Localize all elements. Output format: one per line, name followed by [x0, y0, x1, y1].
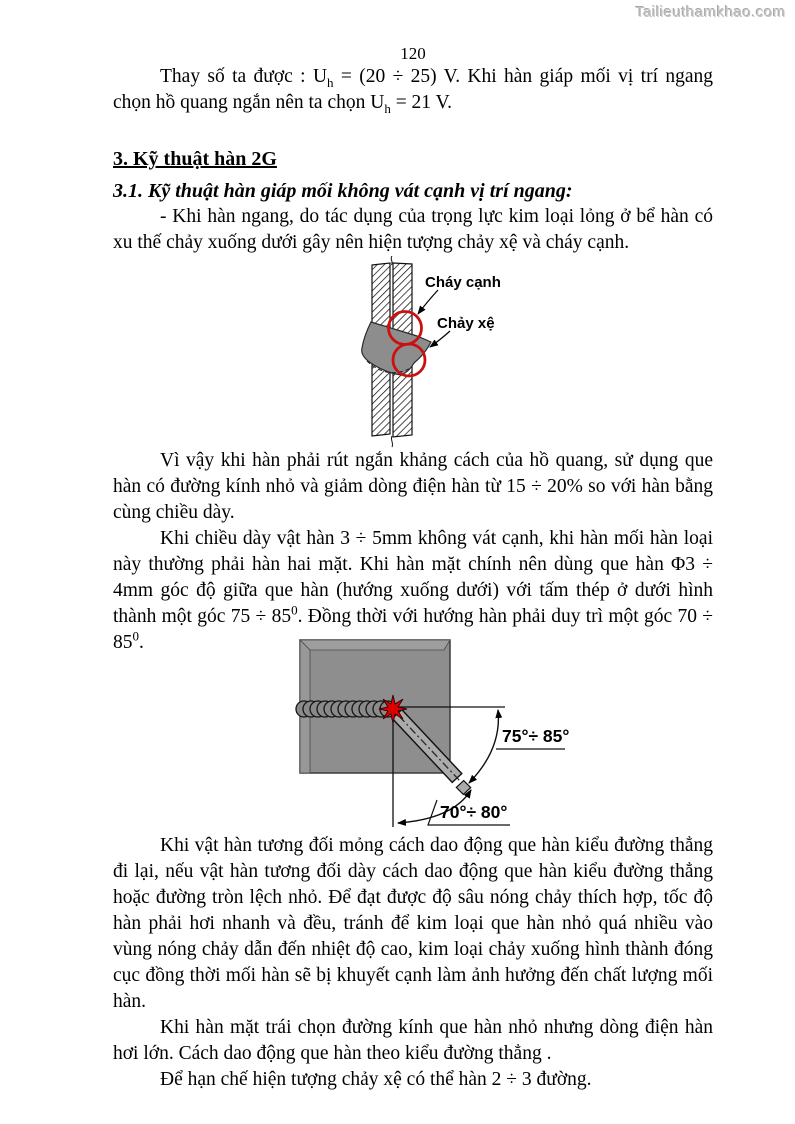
kcd-seg2: . Đồng thời với hướng hàn phải duy trì một góc 70 ÷ 85	[113, 606, 714, 653]
intro-seg3: = 21 V.	[390, 92, 453, 113]
arrow-to-undercut	[418, 290, 438, 314]
page-content	[113, 0, 713, 1093]
figure-weld-defects	[357, 256, 507, 448]
label-chay-xe: Chảy xệ	[437, 315, 495, 332]
electrode-tip-break	[456, 781, 470, 795]
label-angle-travel: 70°÷ 80°	[440, 802, 508, 822]
intro-seg1: Thay số ta được : U	[160, 66, 328, 87]
subsection-heading: 3.1. Kỹ thuật hàn giáp mối không vát cạnh vị trí ngang:	[113, 180, 573, 202]
kcd-sup2: 0	[132, 628, 139, 644]
section-heading	[113, 146, 713, 172]
paragraph-de-han-che: Để hạn chế hiện tượng chảy xệ có thể hàn 2 ÷ 3 đường.	[160, 1069, 592, 1090]
label-angle-electrode: 75°÷ 85°	[502, 726, 570, 746]
paragraph-khi-vat-han: Khi vật hàn tương đối mỏng cách dao động que hàn kiểu đường thẳng đi lại, nếu vật hàn tương đối dày cách dao động que hàn kiểu đường thẳng hoặc đường tròn lệch nhỏ. Để đạt được độ sâu nóng chảy thích hợp, tốc độ hàn phải hơi nhanh và đều, tránh để kim loại que hàn nhỏ quá nhiều vào vùng nóng chảy dẫn đến nhiệt độ cao, kim loại chảy xuống hình thành đóng cục đồng thời mối hàn sẽ bị khuyết cạnh làm ảnh hưởng đến chất lượng mối hàn.	[113, 835, 713, 1012]
label-chay-canh: Cháy cạnh	[425, 274, 501, 291]
paragraph-khi-han-mat-trai: Khi hàn mặt trái chọn đường kính que hàn nhỏ nhưng dòng điện hàn hơi lớn. Cách dao động que hàn theo kiểu đường thẳng .	[113, 1017, 713, 1064]
kcd-seg1: Khi chiều dày vật hàn 3 ÷ 5mm không vát cạnh, khi hàn mối hàn loại này thường phải hàn hai mặt. Khi hàn mặt chính nên dùng que hàn Φ3 ÷ 4mm góc độ giữa que hàn (hướng xuống dưới) với tấm thép ở dưới hình thành một góc 75 ÷ 85	[113, 528, 713, 627]
paragraph-vi-vay: Vì vậy khi hàn phải rút ngắn khảng cách của hồ quang, sử dụng que hàn có đường kính nhỏ và giảm dòng điện hàn từ 15 ÷ 20% so với hàn bằng cùng chiều dày.	[113, 450, 713, 523]
plate-break-top	[391, 256, 392, 265]
arc-flash-star	[379, 695, 407, 723]
paragraph-khi-han-ngang: - Khi hàn ngang, do tác dụng của trọng lực kim loại lỏng ở bể hàn có xu thế chảy xuống dưới gây nên hiện tượng chảy xệ và cháy cạnh.	[113, 206, 713, 253]
intro-seg2: = (20 ÷ 25) V. Khi hàn giáp mối vị trí ngang chọn hồ quang ngắn nên ta chọn U	[113, 66, 713, 113]
angle-arc-electrode	[469, 710, 498, 783]
watermark: Tailieuthamkhao.com	[635, 4, 786, 21]
arrow-to-sag	[430, 331, 450, 347]
figure-electrode-angles	[288, 637, 668, 833]
section-heading-text: 3. Kỹ thuật hàn 2G	[113, 148, 277, 170]
kcd-sup1: 0	[291, 602, 298, 618]
page-number: 120	[400, 44, 426, 63]
intro-sub-h1: h	[327, 74, 334, 90]
intro-sub-h2: h	[384, 100, 391, 116]
kcd-seg3: .	[139, 632, 144, 653]
block-top-bevel	[300, 640, 450, 650]
paragraph-intro	[113, 64, 713, 116]
